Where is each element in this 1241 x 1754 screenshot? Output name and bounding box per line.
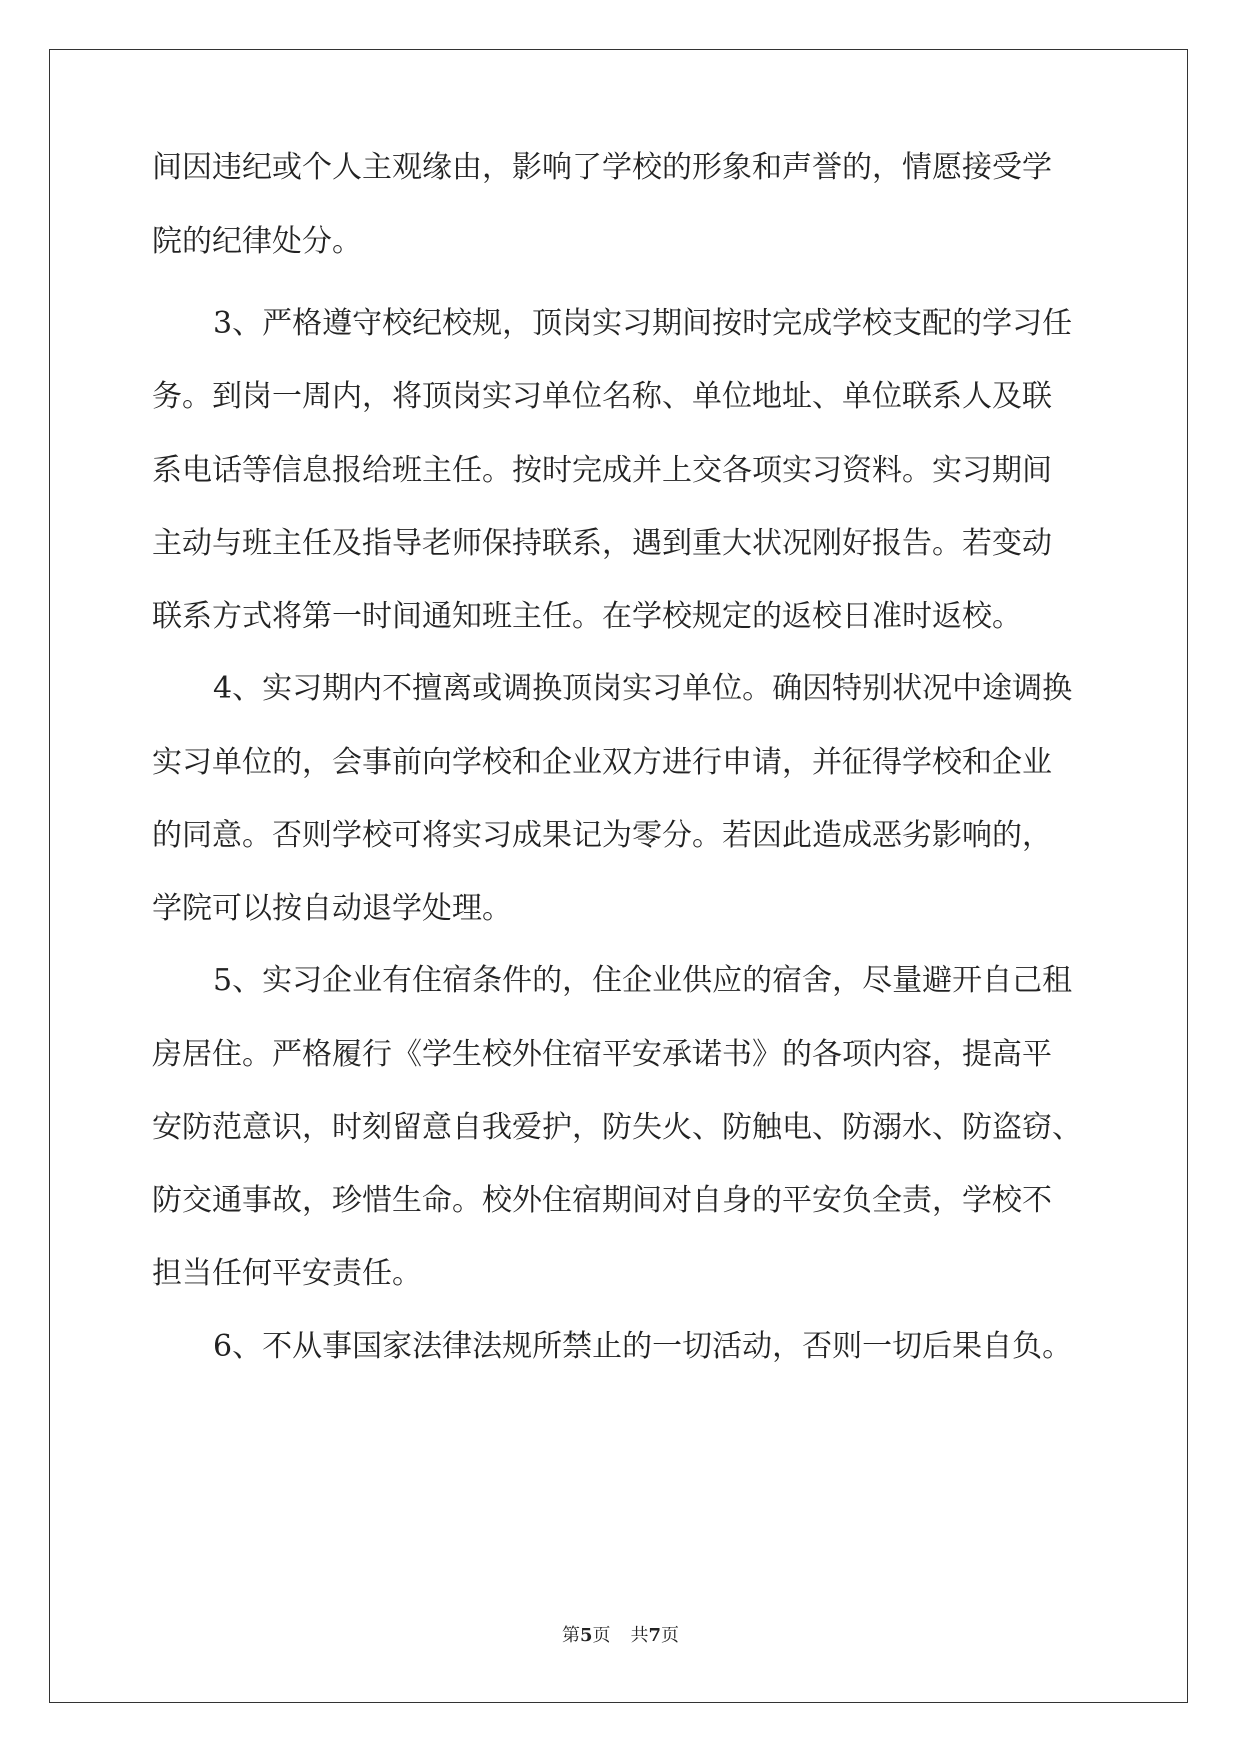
paragraph-6-first-line: 6、不从事国家法律法规所禁止的一切活动，否则一切后果自负。: [213, 1329, 1073, 1364]
page-number: 5: [579, 1625, 593, 1646]
text-line: 系电话等信息报给班主任。按时完成并上交各项实习资料。实习期间: [152, 453, 1052, 488]
page-footer: [0, 1624, 1241, 1648]
page-suffix: 页: [592, 1625, 611, 1646]
text-line: 主动与班主任及指导老师保持联系，遇到重大状况刚好报告。若变动: [152, 526, 1052, 561]
paragraph-4-first-line: 4、实习期内不擅离或调换顶岗实习单位。确因特别状况中途调换: [213, 671, 1073, 706]
total-pages: 7: [648, 1625, 662, 1646]
page-border: [49, 49, 1188, 1703]
text-line: 防交通事故，珍惜生命。校外住宿期间对自身的平安负全责，学校不: [152, 1183, 1052, 1218]
total-prefix: 共: [630, 1625, 649, 1646]
text-line: 的同意。否则学校可将实习成果记为零分。若因此造成恶劣影响的，: [152, 818, 1052, 853]
paragraph-5-first-line: 5、实习企业有住宿条件的，住企业供应的宿舍，尽量避开自己租: [213, 963, 1073, 998]
paragraph-3-first-line: 3、严格遵守校纪校规，顶岗实习期间按时完成学校支配的学习任: [213, 306, 1073, 341]
text-line: 安防范意识，时刻留意自我爱护，防失火、防触电、防溺水、防盗窃、: [152, 1110, 1082, 1145]
text-line: 间因违纪或个人主观缘由，影响了学校的形象和声誉的，情愿接受学: [152, 150, 1052, 185]
text-line: 务。到岗一周内，将顶岗实习单位名称、单位地址、单位联系人及联: [152, 379, 1052, 414]
text-line: 担当任何平安责任。: [152, 1256, 422, 1291]
page-prefix: 第: [561, 1625, 580, 1646]
text-line: 院的纪律处分。: [152, 224, 362, 259]
total-suffix: 页: [661, 1625, 680, 1646]
text-line: 实习单位的，会事前向学校和企业双方进行申请，并征得学校和企业: [152, 745, 1052, 780]
text-line: 联系方式将第一时间通知班主任。在学校规定的返校日准时返校。: [152, 599, 1022, 634]
text-line: 房居住。严格履行《学生校外住宿平安承诺书》的各项内容，提高平: [152, 1037, 1052, 1072]
text-line: 学院可以按自动退学处理。: [152, 891, 512, 926]
